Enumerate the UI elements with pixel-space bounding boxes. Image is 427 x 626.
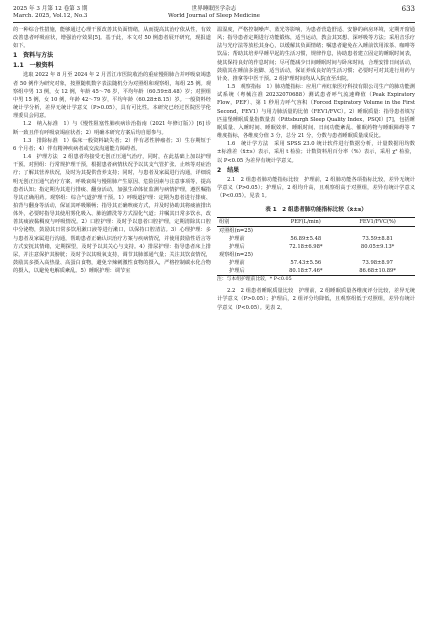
table-1-title: 表 1 2 组患者肺功能指标比较（x̄±s）: [265, 207, 367, 214]
table-cell: 57.43±5.56: [290, 260, 322, 267]
body-paragraph: 温湿度，严格控制噪声、蓝光等影响，为患者营造舒适、安静的病房环境，定期开窗通风；指导患者定期进行功能锻炼，适当运动，教会其冥想、深呼吸等方法；采用音乐疗法与光疗法等放松其身心，以缓解其负面情绪；嘱患者避免在入睡前饮用浓茶、咖啡等饮品；帮助其培养早睡早起的生活习惯，规律作息，协助患者建立固定的睡眠时间表，使其保持良好的作息时间；尽可能减少日间睡眠时间与卧床时间，合理安排日间活动，鼓励其在睡前多泡脚、适当活动，保证养成良好的生活习惯；必要时可对其进行用药与针灸、推拿等中医干预。2 组护理时间均从入院直至出院。: [217, 27, 415, 82]
table-cell: 护理前: [229, 260, 245, 267]
table-cell: 护理后: [229, 244, 245, 251]
table-row: [217, 267, 415, 276]
table-header-row: [217, 218, 415, 227]
table-group-row: [217, 227, 415, 236]
table-cell: 56.89±5.48: [290, 236, 322, 243]
table-1: [217, 217, 415, 276]
body-paragraph: 选取 2022 年 8 月至 2024 年 2 月晋江市医院收治的重症慢阻肺合并呼吸衰竭患者 50 例作为研究对象，按照随机数字表法随机分为对照组和观察组，每组 25 例。观察组中男 13 例，女 12 例，年龄 45～76 岁，平均年龄（60.59±8.48）岁；对照组中男 15 例，女 10 例，年龄 42～79 岁，平均年龄（60.28±8.15）岁。一般资料经统计学分析，差异无统计学意义（P>0.05），具有可比性。本研究已经过医院医学伦理委员会同意。: [13, 72, 211, 120]
journal-name-en: World Journal of Sleep Medicine: [167, 13, 260, 19]
journal-name-cn: 世界睡眠医学杂志: [191, 6, 237, 12]
table-row: [217, 243, 415, 251]
body-paragraph: 的一种综合性措施，能够通过心理干预改善其负面情绪，从而提高其治疗依从性，有效改善患者呼吸症状，增强治疗效果[5]。基于此，本文对 50 例患者展开研究，现报道如下。: [13, 27, 211, 50]
right-column: [217, 26, 415, 312]
header-issue-en: March. 2025, Vol.12, No.3: [13, 13, 88, 19]
table-row: [217, 259, 415, 267]
body-paragraph: 1.3 排除标准 1）临床一般资料缺失者；2）伴有恶性肿瘤者；3）生存期短于 6 个月者；4）伴有精神疾病者或交流沟通能力障碍者。: [13, 137, 211, 152]
group-label: 观察组(n=25): [219, 252, 253, 259]
table-cell: 80.18±7.46*: [289, 268, 323, 275]
section-heading: 2 结果: [217, 166, 240, 174]
right-column-text-top: [217, 26, 415, 200]
body-paragraph: 1.6 统计学方法 采用 SPSS 23.0 统计软件进行数据分析，计量数据用均数±标准差（x̄±s）表示，采用 t 检验；计数资料用百分率（%）表示，采用 χ² 检验，以 P<0.05 为差异有统计学意义。: [217, 141, 415, 164]
body-paragraph: 2.2 2 组患者睡眠质量比较 护理前，2 组睡眠质量各维度评分比较，差异无统计学意义（P>0.05）；护理后，2 组评分均降低，且观察组低于对照组，差异有统计学意义（P<0.05）。见表 2。: [217, 288, 415, 311]
header-issue-cn: 2025 年 3 月第 12 卷第 3 期: [13, 6, 88, 12]
table-cell: 72.18±6.98*: [289, 244, 323, 251]
section-heading: 1.1 一般资料: [13, 62, 54, 70]
table-1-note: 注：与本组护理前比较，* P<0.05: [217, 277, 292, 283]
table-cell: 护理后: [229, 268, 245, 275]
body-columns: [13, 26, 415, 312]
table-group-row: [217, 251, 415, 259]
table-header-cell: FEV1/FVC(%): [359, 219, 396, 226]
section-heading: 1 资料与方法: [13, 52, 54, 60]
right-column-text-bottom: [217, 287, 415, 311]
page-number: 633: [401, 5, 415, 13]
table-cell: 护理前: [229, 236, 245, 243]
body-paragraph: 1.4 护理方法 2 组患者均接受无创正压通气治疗，同时，在此基础上加以护理干预。对照组：行常规护理干预，根据患者病情状况予以其支气管扩张、止咳等对症治疗；了解其营养状况，及时为其提供营养支持；同时，与患者及家属进行沟通，详细说明无创正压通气治疗方案、呼吸衰竭与慢阻肺产生原因、危险因素与注意事项等，提高患者认知；指定期为其进行排痰、翻身活动，加强生命体征监测与病情护理，遵医嘱指导其正确用药。观察组：综合气道护理干预。1）呼吸道护理：定期为患者进行排痰、拍背与翻身等活动，保证其呼吸顺畅；指导其正确咳痰方式，并及时协助其将痰液排出体外，必要时指导其使用雾化吸入、肺泡灌洗等方式湿化气道；并嘱其日常多饮水，改善其痰液黏稠度与呼吸情况。2）口腔护理：及时予以患者口腔护理，定期清除其口腔中分泌物，鼓励其日常多饮用漱口液等进行漱口，以保持口腔清洁。3）心理护理：多与患者及家属进行沟通，帮助患者正确认识治疗方案与疾病情况，并使用鼓励性语言等方式安抚其情绪，定期探望，及时予以其关心与支持。4）排尿护理：指导患者床上排尿，并注意保护其膀胱；及时予以其吸氧支持，调节其肺部通气量；关注其饮食情况，鼓励其多摄入高热量、高蛋白食物，避免辛辣刺激性食物的摄入，严格控制碳水化合物的摄入，以避免电解质紊乱。5）睡眠护理：调节室: [13, 154, 211, 275]
body-paragraph: 1.5 观察指标 1）肺功能指标：应用广州红象医疗科技有限公司生产的肺功能测试系统（粤械注准 20232070688）测试患者呼气流速峰值（Peak Expiratory Flow，PEF）、第 1 秒用力呼气容积（Forced Expiratory Volume in the First Second，FEV1）与用力肺活量的比值（FEV1/FVC）。2）睡眠质量：指导患者填写匹兹堡睡眠质量指数量表（Pittsburgh Sleep Quality Index，PSQI）[7]，包括睡眠质量、入睡时间、睡眠效率、睡眠时间、日间功能紊乱、催眠药物与睡眠障碍等 7 维度指标，各维度分值 3 分，总分 21 分，分数与患者睡眠质量成反比。: [217, 84, 415, 140]
group-label: 对照组(n=25): [219, 228, 253, 235]
table-header-cell: 组别: [219, 219, 230, 226]
running-header: [13, 6, 415, 20]
table-cell: 73.98±8.97: [362, 260, 393, 267]
table-header-cell: PEF(L/min): [290, 219, 321, 226]
table-cell: 73.59±8.81: [362, 236, 393, 243]
body-paragraph: 1.2 纳入标准 1）与《慢性阻塞性肺疾病诊治指南（2021 年修订版）》[6] 诊断一致且伴有呼吸衰竭症状者；2）明确本研究方案后均自愿参与。: [13, 121, 211, 136]
body-paragraph: 2.1 2 组患者肺功能指标比较 护理前，2 组肺功能各项指标比较，差异无统计学意义（P>0.05）；护理后，2 组均升高，且观察组高于对照组，差异有统计学意义（P<0.05）。见表 1。: [217, 176, 415, 199]
table-cell: 86.68±10.89*: [359, 268, 396, 275]
table-cell: 80.05±9.13*: [360, 244, 395, 251]
left-column: [13, 26, 211, 312]
header-rule: [13, 22, 415, 23]
table-row: [217, 235, 415, 243]
